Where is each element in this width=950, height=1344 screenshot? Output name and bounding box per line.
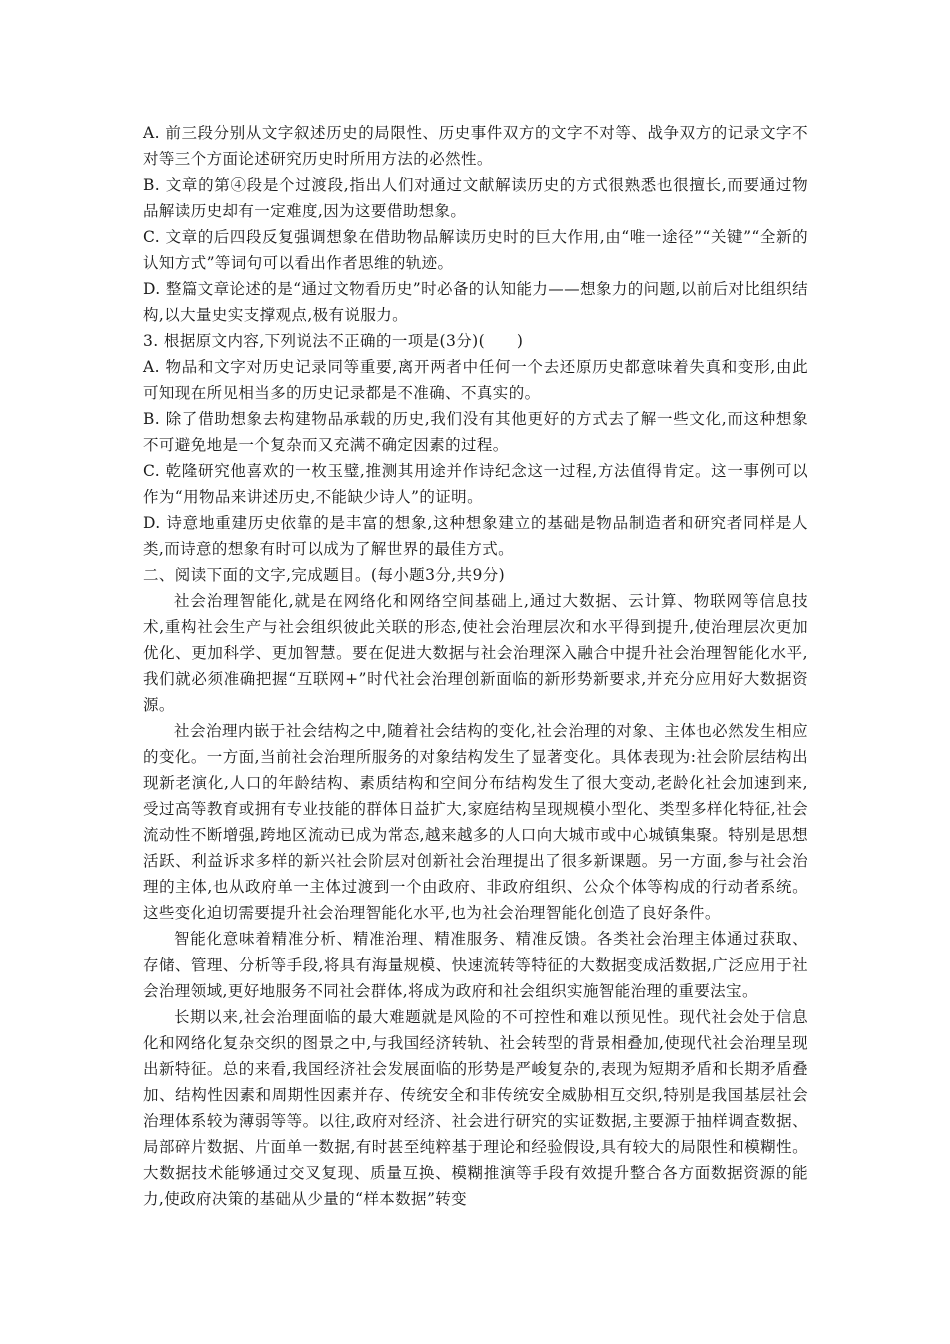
passage-paragraph: 长期以来,社会治理面临的最大难题就是风险的不可控性和难以预见性。现代社会处于信息化和网络化复杂交织的图景之中,与我国经济转轨、社会转型的背景相叠加,使现代社会治理呈现出新特征。总的来看,我国经济社会发展面临的形势是严峻复杂的,表现为短期矛盾和长期矛盾叠加、结构性因素和周期性因素并存、传统安全和非传统安全威胁相互交织,特别是我国基层社会治理体系较为薄弱等等。以往,政府对经济、社会进行研究的实证数据,主要源于抽样调查数据、局部碎片数据、片面单一数据,有时甚至纯粹基于理论和经验假设,具有较大的局限性和模糊性。大数据技术能够通过交叉复现、质量互换、模糊推演等手段有效提升整合各方面数据资源的能力,使政府决策的基础从少量的“样本数据”转变	[143, 1008, 808, 1208]
q2-option-b: B. 文章的第④段是个过渡段,指出人们对通过文献解读历史的方式很熟悉也很擅长,而要通过物品解读历史却有一定难度,因为这要借助想象。	[143, 176, 808, 220]
q3-option-c: C. 乾隆研究他喜欢的一枚玉璧,推测其用途并作诗纪念这一过程,方法值得肯定。这一事例可以作为“用物品来讲述历史,不能缺少诗人”的证明。	[143, 462, 808, 506]
q2-option-a: A. 前三段分别从文字叙述历史的局限性、历史事件双方的文字不对等、战争双方的记录文字不对等三个方面论述研究历史时所用方法的必然性。	[143, 124, 808, 168]
passage-paragraph: 社会治理智能化,就是在网络化和网络空间基础上,通过大数据、云计算、物联网等信息技术,重构社会生产与社会组织彼此关联的形态,使社会治理层次和水平得到提升,使治理层次更加优化、更加科学、更加智慧。要在促进大数据与社会治理深入融合中提升社会治理智能化水平,我们就必须准确把握“互联网+”时代社会治理创新面临的新形势新要求,并充分应用好大数据资源。	[143, 592, 808, 714]
q3-option-d: D. 诗意地重建历史依靠的是丰富的想象,这种想象建立的基础是物品制造者和研究者同样是人类,而诗意的想象有时可以成为了解世界的最佳方式。	[143, 514, 808, 558]
q2-option-d: D. 整篇文章论述的是“通过文物看历史”时必备的认知能力——想象力的问题,以前后对比组织结构,以大量史实支撑观点,极有说服力。	[143, 280, 809, 324]
q3-stem: 3. 根据原文内容,下列说法不正确的一项是(3分)( )	[143, 332, 524, 350]
q3-option-b: B. 除了借助想象去构建物品承载的历史,我们没有其他更好的方式去了解一些文化,而这种想象不可避免地是一个复杂而又充满不确定因素的过程。	[143, 410, 808, 454]
exam-page	[143, 120, 808, 1212]
passage-paragraph: 智能化意味着精准分析、精准治理、精准服务、精准反馈。各类社会治理主体通过获取、存储、管理、分析等手段,将具有海量规模、快速流转等特征的大数据变成活数据,广泛应用于社会治理领域,更好地服务不同社会群体,将成为政府和社会组织实施智能治理的重要法宝。	[143, 930, 808, 1000]
section-heading: 二、阅读下面的文字,完成题目。(每小题3分,共9分)	[143, 566, 506, 584]
passage-paragraph: 社会治理内嵌于社会结构之中,随着社会结构的变化,社会治理的对象、主体也必然发生相应的变化。一方面,当前社会治理所服务的对象结构发生了显著变化。具体表现为:社会阶层结构出现新老演化,人口的年龄结构、素质结构和空间分布结构发生了很大变动,老龄化社会加速到来,受过高等教育或拥有专业技能的群体日益扩大,家庭结构呈现规模小型化、类型多样化特征,社会流动性不断增强,跨地区流动已成为常态,越来越多的人口向大城市或中心城镇集聚。特别是思想活跃、利益诉求多样的新兴社会阶层对创新社会治理提出了很多新课题。另一方面,参与社会治理的主体,也从政府单一主体过渡到一个由政府、非政府组织、公众个体等构成的行动者系统。这些变化迫切需要提升社会治理智能化水平,也为社会治理智能化创造了良好条件。	[143, 722, 808, 922]
q2-option-c: C. 文章的后四段反复强调想象在借助物品解读历史时的巨大作用,由“唯一途径”“关键”“全新的认知方式”等词句可以看出作者思维的轨迹。	[143, 228, 808, 272]
q3-option-a: A. 物品和文字对历史记录同等重要,离开两者中任何一个去还原历史都意味着失真和变形,由此可知现在所见相当多的历史记录都是不准确、不真实的。	[143, 358, 808, 402]
